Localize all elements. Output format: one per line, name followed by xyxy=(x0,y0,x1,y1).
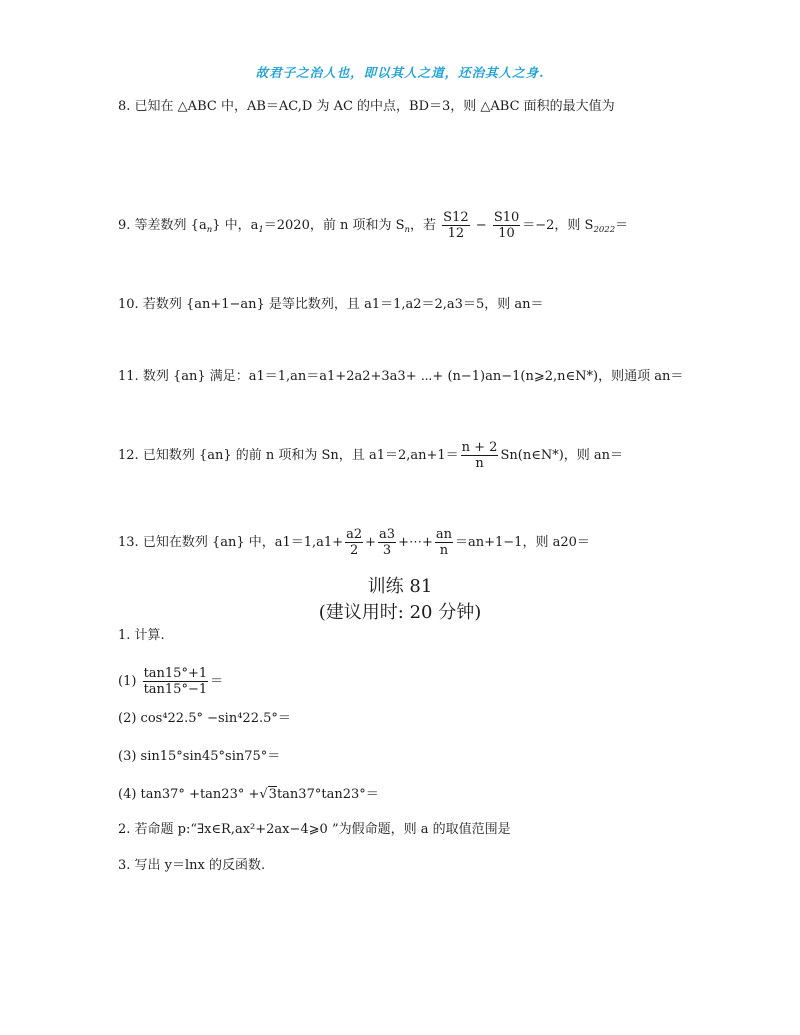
fraction-s12 xyxy=(442,210,469,241)
exercise-1: 1. 计算. xyxy=(118,628,165,643)
sqrt-3: √3 xyxy=(259,787,277,802)
fraction-a3 xyxy=(378,527,396,558)
problem-11-number: 11. xyxy=(118,369,139,384)
problem-12-number: 12. xyxy=(118,448,139,463)
fraction-an-num: an xyxy=(435,527,452,542)
exercise-1-part-1 xyxy=(118,666,223,697)
exercise-3: 3. 写出 y＝lnx 的反函数. xyxy=(118,858,266,873)
problem-8-body: 已知在 △ABC 中，AB＝AC,D 为 AC 的中点，BD＝3，则 △ABC 面积的最大值为 xyxy=(134,99,615,114)
fraction-an-den: n xyxy=(439,543,449,558)
fraction-a3-den: 3 xyxy=(382,543,392,558)
fraction-a2-den: 2 xyxy=(349,543,359,558)
problem-12-pre: 已知数列 {an} 的前 n 项和为 Sn，且 a1＝2,an+1＝ xyxy=(142,448,459,463)
fraction-n-plus-2-den: n xyxy=(475,456,484,471)
problem-9-post: ＝−2，则 S xyxy=(522,218,594,233)
problem-9: 9. 等差数列 $\{a_n\}$ 中，$a_1=2020$，前 n 项和为 $S_n$，若 $\frac{S12}{12}$ − $\frac{S10}{10}$ ＝−2，则 $S_{2022}=$ xyxy=(118,210,629,241)
section-subtitle: (建议用时: 20 分钟) xyxy=(318,602,482,623)
ellipsis-sum: +⋯+ xyxy=(398,535,433,550)
fraction-a2 xyxy=(345,527,363,558)
sqrt-3-radicand: 3 xyxy=(268,787,277,802)
problem-9-mid: } 中，a xyxy=(212,218,259,233)
header-motto: 故君子之治人也，即以其人之道，还治其人之身. xyxy=(255,65,545,80)
problem-9-mid2: ＝2020，前 n 项和为 S xyxy=(263,218,405,233)
exercise-1-part-1-equals: ＝ xyxy=(210,674,224,689)
problem-9-pre: 等差数列 {a xyxy=(134,218,207,233)
fraction-a3-num: a3 xyxy=(379,527,396,542)
exercise-2: 2. 若命题 p:“∃x∈R,ax²+2ax−4⩾0 ”为假命题，则 a 的取值范围是 xyxy=(118,822,511,837)
exercise-1-part-2: (2) cos⁴22.5° −sin⁴22.5°＝ xyxy=(118,711,291,726)
problem-9-post2: ＝ xyxy=(615,218,629,233)
fraction-n-plus-2 xyxy=(461,440,499,471)
problem-9-number: 9. xyxy=(118,218,131,233)
fraction-s12-den: 12 xyxy=(447,226,465,241)
problem-10 xyxy=(118,296,543,314)
fraction-tan15-num: tan15°+1 xyxy=(143,666,208,681)
exercise-1-part-3: (3) sin15°sin45°sin75°＝ xyxy=(118,749,281,764)
fraction-s10-num: S10 xyxy=(493,210,520,225)
fraction-s12-num: S12 xyxy=(443,210,469,225)
problem-10-body: 若数列 {an+1−an} 是等比数列，且 a1＝1,a2＝2,a3＝5，则 an＝ xyxy=(142,297,544,312)
fraction-s10-den: 10 xyxy=(498,226,515,241)
problem-13-post: ＝an+1−1，则 a20＝ xyxy=(455,535,590,550)
fraction-s10 xyxy=(493,210,520,241)
section-title: 训练 81 xyxy=(367,576,433,597)
problem-8-text: 8. xyxy=(118,99,131,114)
problem-9-mid3: ，若 xyxy=(410,218,437,233)
fraction-tan15 xyxy=(143,666,209,697)
exercise-1-part-1-label: (1) xyxy=(118,674,137,689)
problem-13 xyxy=(118,527,590,558)
exercise-1-part-4 xyxy=(118,786,379,804)
problem-13-number: 13. xyxy=(118,535,139,550)
exercise-1-part-4-pre: (4) tan37° +tan23° + xyxy=(118,787,260,802)
plus-sign: + xyxy=(365,535,377,550)
exercise-1-part-4-post: tan37°tan23°＝ xyxy=(276,787,379,802)
problem-12-post: Sn(n∈N*)，则 an＝ xyxy=(500,448,624,463)
problem-11 xyxy=(118,368,683,386)
problem-13-pre: 已知在数列 {an} 中，a1＝1,a1+ xyxy=(142,535,344,550)
problem-8 xyxy=(118,98,615,116)
minus-sign: − xyxy=(475,218,487,233)
problem-11-body: 数列 {an} 满足：a1＝1,an＝a1+2a2+3a3+ ⋯+ (n−1)an−1(n⩾2,n∈N*)，则通项 an＝ xyxy=(142,369,684,384)
fraction-a2-num: a2 xyxy=(346,527,363,542)
problem-10-number: 10. xyxy=(118,297,139,312)
problem-12 xyxy=(118,440,623,471)
fraction-tan15-den: tan15°−1 xyxy=(143,682,208,697)
fraction-n-plus-2-num: n + 2 xyxy=(461,440,498,455)
fraction-an xyxy=(435,527,453,558)
